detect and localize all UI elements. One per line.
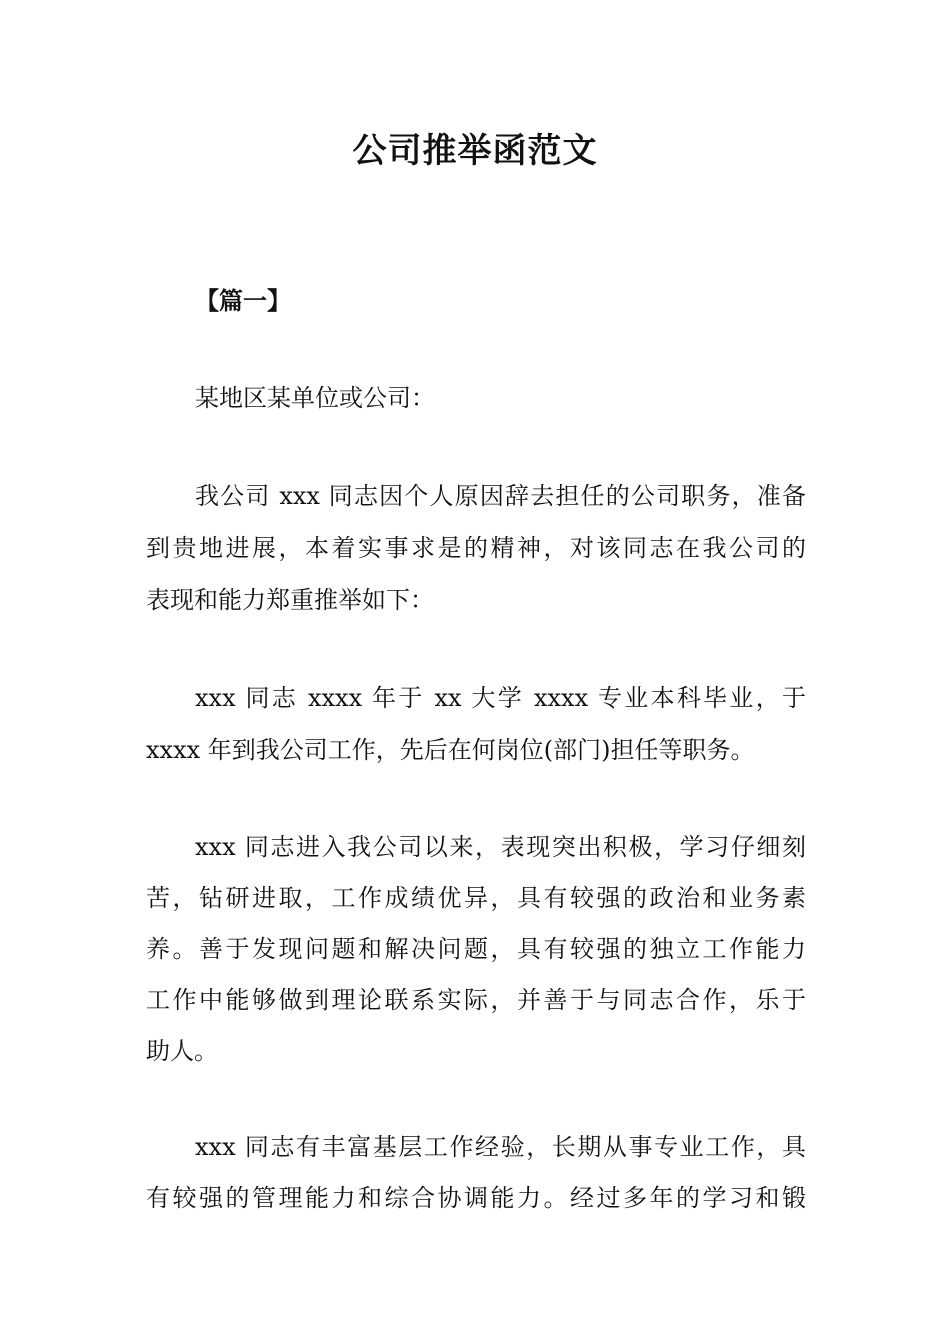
paragraph-2-line-2: xxxx 年到我公司工作，先后在何岗位(部门)担任等职务。 bbox=[146, 736, 755, 764]
paragraph-3-line-3: 养。善于发现问题和解决问题，具有较强的独立工作能力 bbox=[146, 935, 806, 963]
document-title: 公司推举函范文 bbox=[352, 131, 598, 171]
paragraph-4-line-1: xxx 同志有丰富基层工作经验，长期从事专业工作，具 bbox=[195, 1133, 806, 1161]
salutation: 某地区某单位或公司： bbox=[195, 384, 435, 412]
paragraph-1-line-1: 我公司 xxx 同志因个人原因辞去担任的公司职务，准备 bbox=[195, 482, 806, 510]
paragraph-2-line-1: xxx 同志 xxxx 年于 xx 大学 xxxx 专业本科毕业，于 bbox=[195, 684, 806, 712]
paragraph-4-line-2: 有较强的管理能力和综合协调能力。经过多年的学习和锻 bbox=[146, 1184, 806, 1212]
paragraph-3-line-1: xxx 同志进入我公司以来，表现突出积极，学习仔细刻 bbox=[195, 833, 806, 861]
paragraph-3-line-5: 助人。 bbox=[146, 1037, 218, 1065]
paragraph-1-line-3: 表现和能力郑重推举如下： bbox=[146, 586, 434, 614]
paragraph-1-line-2: 到贵地进展，本着实事求是的精神，对该同志在我公司的 bbox=[146, 534, 806, 562]
paragraph-3-line-4: 工作中能够做到理论联系实际，并善于与同志合作，乐于 bbox=[146, 986, 806, 1014]
paragraph-3-line-2: 苦，钻研进取，工作成绩优异，具有较强的政治和业务素 bbox=[146, 884, 806, 912]
section-label: 【篇一】 bbox=[195, 287, 291, 315]
